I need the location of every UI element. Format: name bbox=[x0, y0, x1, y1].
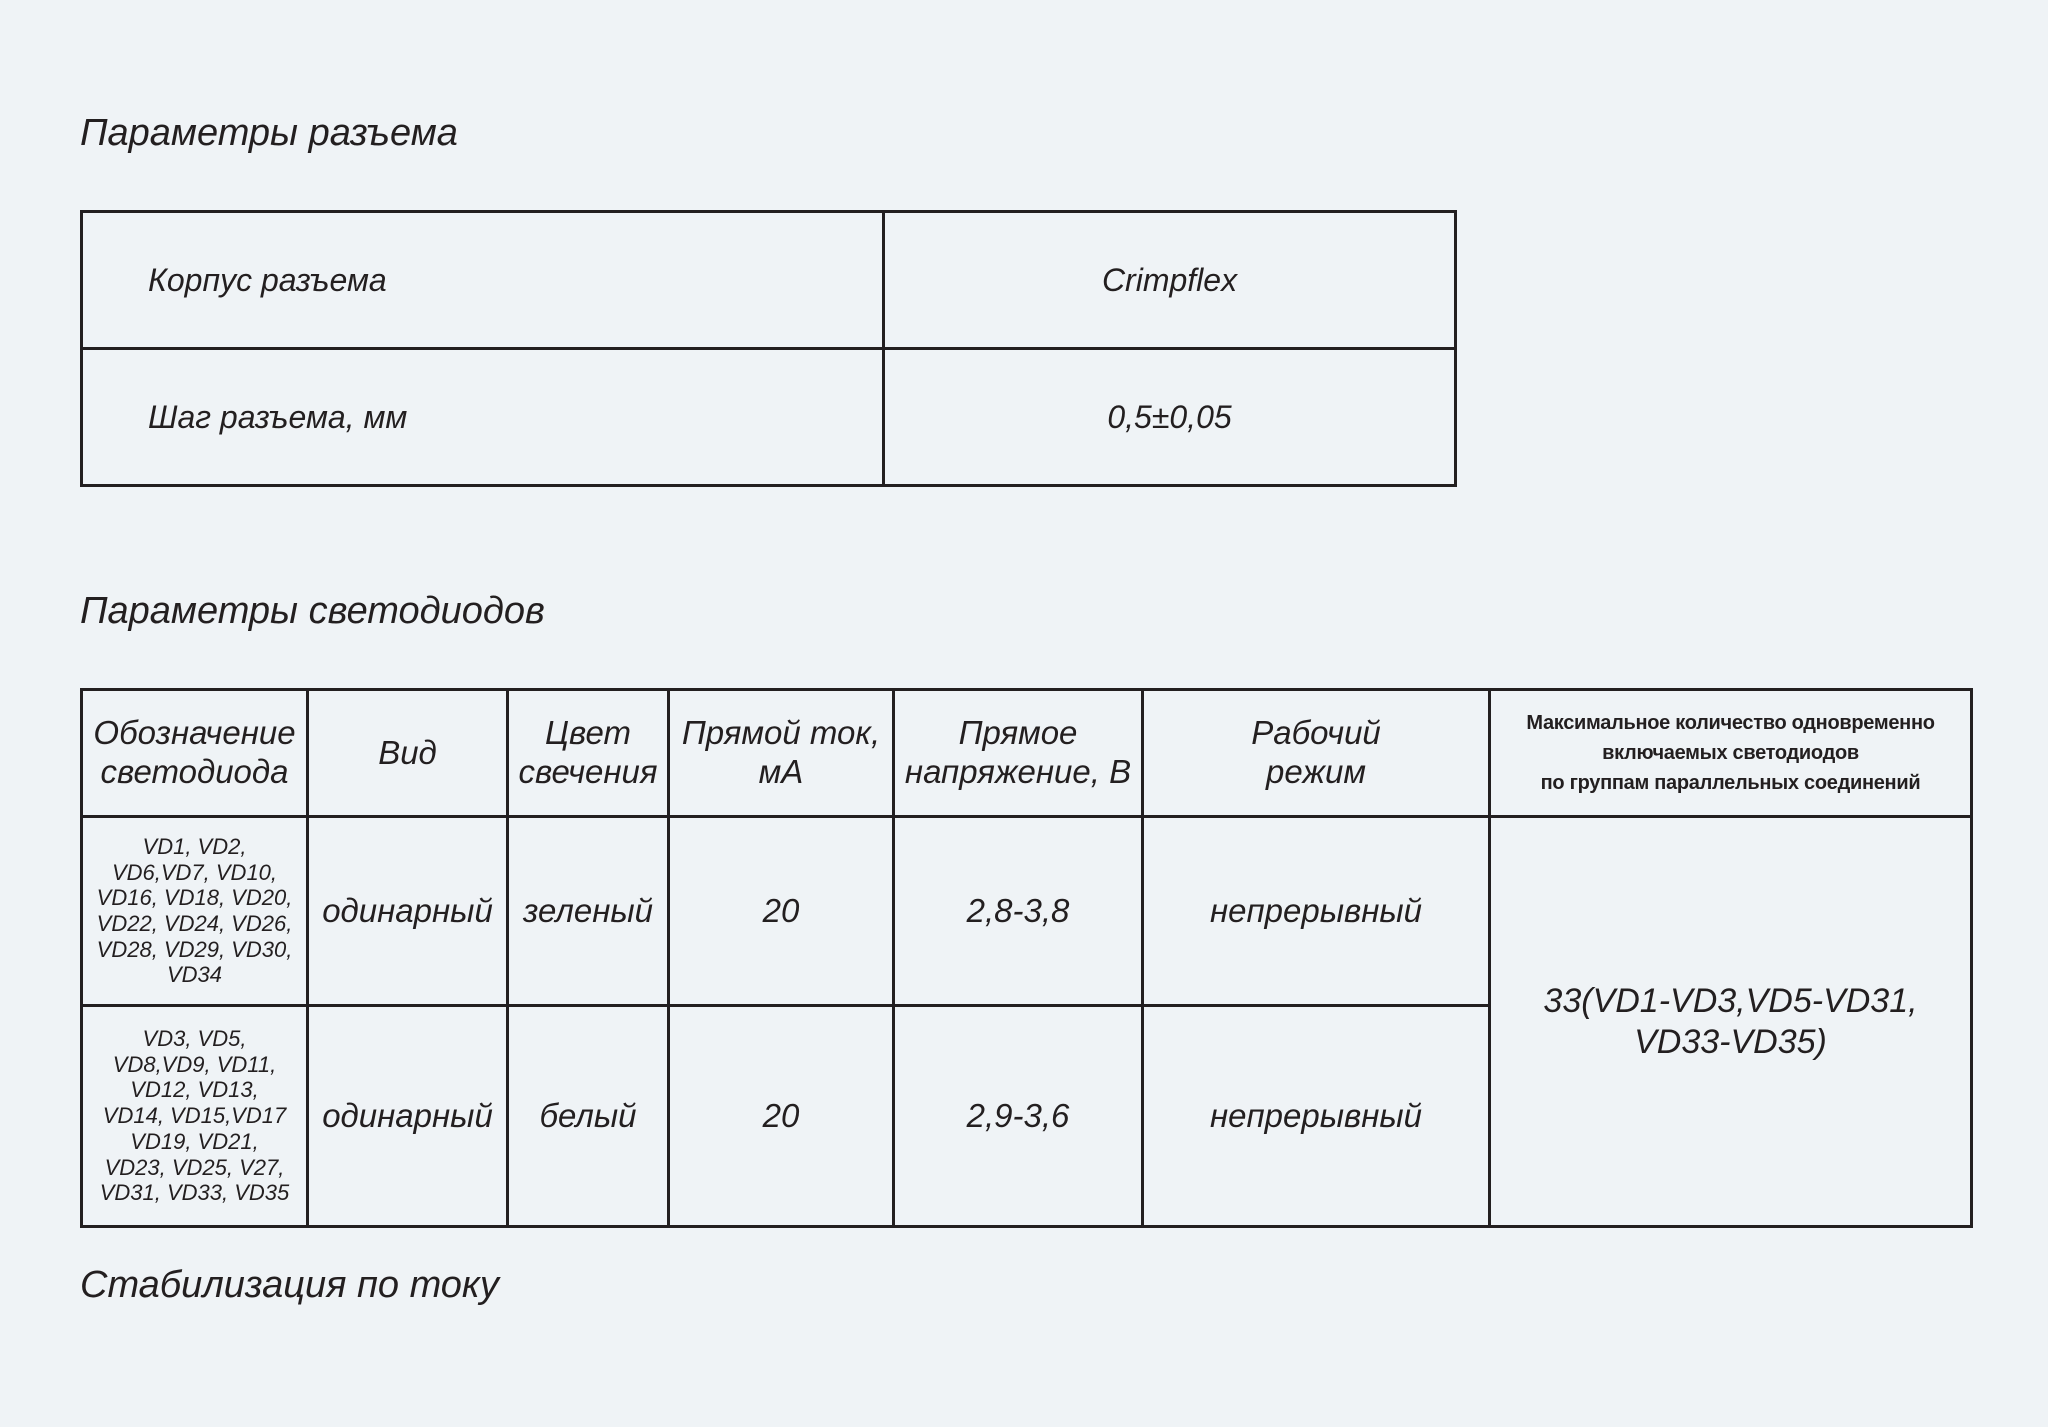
led-max-count-cell bbox=[1490, 817, 1972, 1227]
connector-housing-label: Корпус разъема bbox=[82, 212, 884, 349]
led-id-line: VD6,VD7, VD10, bbox=[111, 859, 278, 885]
header-max-count bbox=[1490, 690, 1972, 817]
led-id-line: VD28, VD29, VD30, bbox=[96, 936, 293, 962]
table-header-row bbox=[82, 690, 1972, 817]
connector-params-heading: Параметры разъема bbox=[80, 112, 458, 154]
max-count-line: 33(VD1-VD3,VD5-VD31, bbox=[1543, 981, 1918, 1020]
header-line: Прямой ток, bbox=[681, 714, 881, 752]
led-id-line: VD34 bbox=[166, 962, 223, 988]
led-id-line: VD22, VD24, VD26, bbox=[96, 911, 293, 936]
header-line: режим bbox=[1265, 753, 1366, 790]
led-mode-cell: непрерывный bbox=[1143, 817, 1490, 1006]
header-line: мА bbox=[758, 753, 804, 790]
led-voltage-cell: 2,8-3,8 bbox=[894, 817, 1143, 1006]
led-color-cell: зеленый bbox=[508, 817, 669, 1006]
led-params-table bbox=[80, 688, 1973, 1228]
header-voltage bbox=[894, 690, 1143, 817]
header-line: Максимальное количество одновременно bbox=[1526, 712, 1935, 734]
connector-pitch-label: Шаг разъема, мм bbox=[82, 349, 884, 486]
table-row bbox=[82, 212, 1456, 349]
header-line: включаемых светодиодов bbox=[1602, 742, 1859, 764]
led-id-line: VD23, VD25, V27, bbox=[104, 1154, 285, 1180]
led-type-cell: одинарный bbox=[308, 817, 508, 1006]
led-ids-white bbox=[82, 1006, 308, 1227]
header-type: Вид bbox=[308, 690, 508, 817]
header-line: Прямое bbox=[958, 714, 1078, 752]
header-line: по группам параллельных соединений bbox=[1540, 772, 1921, 794]
table-row bbox=[82, 349, 1456, 486]
connector-housing-value: Crimpflex bbox=[884, 212, 1456, 349]
current-stabilization-heading: Стабилизация по току bbox=[80, 1264, 499, 1306]
header-designation bbox=[82, 690, 308, 817]
led-params-heading: Параметры светодиодов bbox=[80, 590, 545, 632]
led-ids-green bbox=[82, 817, 308, 1006]
led-id-line: VD8,VD9, VD11, bbox=[112, 1051, 277, 1077]
led-type-cell: одинарный bbox=[308, 1006, 508, 1227]
led-current-cell: 20 bbox=[669, 817, 894, 1006]
max-count-line: VD33-VD35) bbox=[1634, 1022, 1827, 1061]
led-id-line: VD1, VD2, bbox=[142, 833, 247, 859]
led-voltage-cell: 2,9-3,6 bbox=[894, 1006, 1143, 1227]
header-current bbox=[669, 690, 894, 817]
connector-params-table bbox=[80, 210, 1457, 487]
header-color bbox=[508, 690, 669, 817]
led-id-line: VD3, VD5, bbox=[142, 1025, 247, 1051]
connector-pitch-value: 0,5±0,05 bbox=[884, 349, 1456, 486]
led-id-line: VD14, VD15,VD17 bbox=[102, 1103, 287, 1129]
led-color-cell: белый bbox=[508, 1006, 669, 1227]
led-id-line: VD16, VD18, VD20, bbox=[96, 885, 293, 911]
header-line: Цвет bbox=[545, 714, 631, 752]
header-line: светодиода bbox=[100, 753, 289, 790]
header-line: Рабочий bbox=[1251, 714, 1381, 752]
header-line: свечения bbox=[518, 753, 658, 790]
header-mode bbox=[1143, 690, 1490, 817]
led-id-line: VD19, VD21, bbox=[130, 1128, 259, 1154]
table-row bbox=[82, 817, 1972, 1006]
header-line: напряжение, В bbox=[904, 753, 1132, 790]
led-id-line: VD31, VD33, VD35 bbox=[99, 1180, 290, 1206]
led-mode-cell: непрерывный bbox=[1143, 1006, 1490, 1227]
led-id-line: VD12, VD13, bbox=[130, 1077, 259, 1103]
header-line: Обозначение bbox=[93, 714, 296, 752]
led-current-cell: 20 bbox=[669, 1006, 894, 1227]
